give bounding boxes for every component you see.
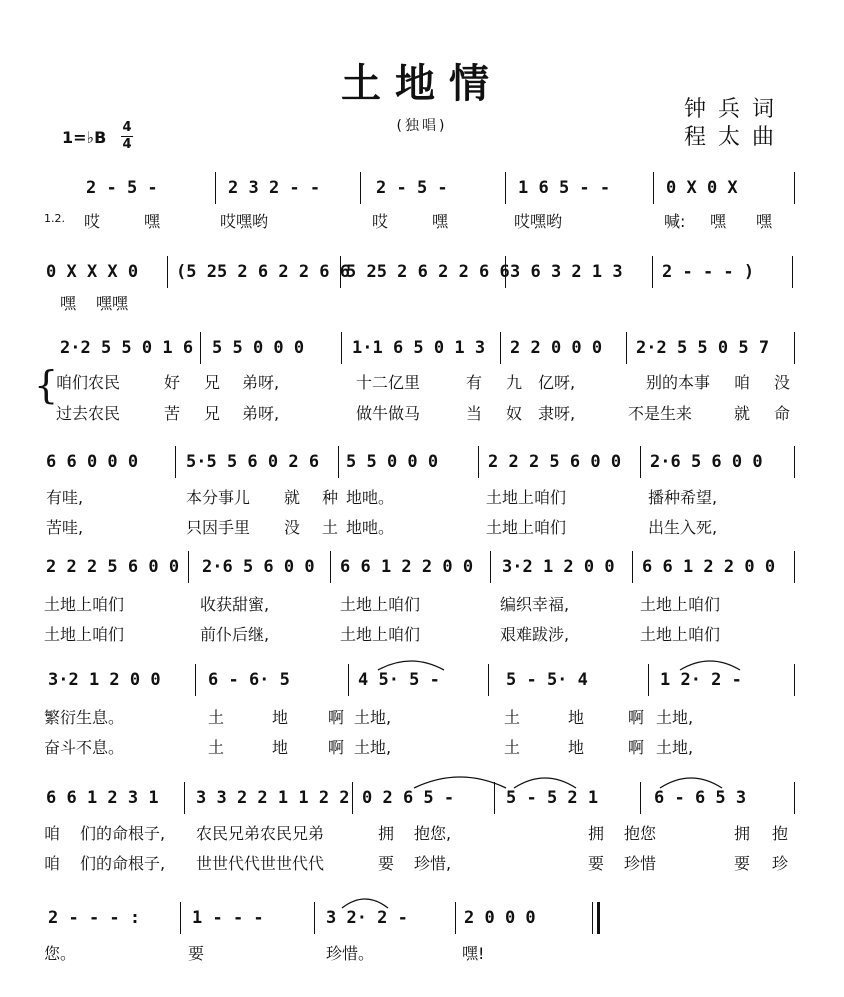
lyric-syllable: 土 — [208, 738, 225, 757]
lyric-syllable: 种 — [322, 488, 339, 507]
measure: 0 2 6 5 - — [362, 788, 455, 808]
lyric-syllable: 嘿 — [756, 212, 773, 231]
measure: 1 - - - — [192, 908, 264, 928]
lyric-syllable: 土地上咱们 — [340, 625, 421, 644]
lyric-syllable: 过去农民 — [56, 404, 121, 423]
lyric-syllable: 十二亿里 — [356, 373, 421, 392]
lyric-syllable: 们的命根子, — [80, 824, 166, 843]
measure: 2·2 5 5 0 5 7 — [636, 338, 770, 358]
lyric-syllable: 不是生来 — [628, 404, 693, 423]
barline — [653, 172, 654, 204]
measure: (5 25 2 6 2 2 6 6 — [176, 262, 350, 282]
lyric-syllable: 本分事儿 — [186, 488, 251, 507]
time-signature — [121, 121, 133, 152]
lyric-syllable: 咱们农民 — [56, 373, 121, 392]
barline — [330, 551, 331, 583]
lyric-line — [44, 851, 804, 873]
barline — [794, 446, 795, 478]
verse-number: 1.2. — [44, 212, 65, 225]
lyric-syllable: 土地上咱们 — [44, 625, 125, 644]
lyric-syllable: 土地上咱们 — [486, 488, 567, 507]
measure: 5 - 5 2 1 — [506, 788, 599, 808]
lyric-syllable: 土地上咱们 — [44, 595, 125, 614]
barline — [455, 902, 456, 934]
measure: 6 - 6 5 3 — [654, 788, 747, 808]
lyric-syllable: 土 — [504, 708, 521, 727]
measure: 2 2 0 0 0 — [510, 338, 603, 358]
barline — [215, 172, 216, 204]
barline — [360, 172, 361, 204]
repeat-barline — [180, 902, 181, 934]
barline — [794, 782, 795, 814]
lyric-syllable: 珍惜, — [414, 854, 452, 873]
barline — [195, 664, 196, 696]
page-title: 土地情 — [341, 60, 503, 107]
lyric-syllable: 兄 — [204, 373, 221, 392]
time-signature-top: 4 — [122, 120, 132, 135]
lyric-line — [44, 291, 804, 313]
measure: 2 - 5 - — [376, 178, 448, 198]
measure: 5·5 5 6 0 2 6 — [186, 452, 320, 472]
lyric-syllable: 奋斗不息。 — [44, 738, 125, 757]
lyric-syllable: 播种希望, — [648, 488, 718, 507]
lyric-syllable: 没 — [774, 373, 791, 392]
lyric-syllable: 土地上咱们 — [640, 595, 721, 614]
lyric-syllable: 土地, — [354, 738, 392, 757]
lyric-syllable: 要 — [588, 854, 605, 873]
notation-row — [40, 178, 800, 204]
lyric-syllable: 拥 — [588, 824, 605, 843]
measure: 6 6 0 0 0 — [46, 452, 139, 472]
measure: 2 - - - : — [48, 908, 141, 928]
measure: 1 6 5 - - — [518, 178, 611, 198]
lyric-syllable: 嘿 — [432, 212, 449, 231]
lyric-syllable: 珍惜 — [624, 854, 657, 873]
barline — [200, 332, 201, 364]
notation-row — [40, 908, 800, 934]
lyric-syllable: 抱您 — [624, 824, 657, 843]
lyric-line — [44, 401, 804, 423]
notation-row — [40, 262, 800, 288]
measure: 5 - 5· 4 — [506, 670, 588, 690]
lyric-syllable: 地 — [272, 708, 289, 727]
measure: 3 6 3 2 1 3 — [510, 262, 623, 282]
lyric-syllable: 喊: — [664, 212, 686, 231]
lyric-syllable: 艰难跋涉, — [500, 625, 570, 644]
barline — [794, 172, 795, 204]
barline — [314, 902, 315, 934]
lyric-syllable: 苦 — [164, 404, 181, 423]
lyric-syllable: 要 — [188, 944, 205, 963]
lyric-syllable: 只因手里 — [186, 518, 251, 537]
lyric-syllable: 做牛做马 — [356, 404, 421, 423]
barline — [175, 446, 176, 478]
lyric-syllable: 嘿 — [144, 212, 161, 231]
lyric-syllable: 奴 — [506, 404, 523, 423]
lyric-syllable: 要 — [378, 854, 395, 873]
barline — [167, 256, 168, 288]
barline — [640, 782, 641, 814]
composer-credit: 程太曲 — [684, 125, 787, 150]
measure: 2 0 0 0 — [464, 908, 536, 928]
lyric-syllable: 地吔。 — [346, 518, 395, 537]
lyric-syllable: 咱 — [44, 854, 61, 873]
lyric-syllable: 土 — [322, 518, 339, 537]
barline — [184, 782, 185, 814]
slur — [340, 894, 390, 910]
measure: 1·1 6 5 0 1 3 — [352, 338, 486, 358]
lyric-syllable: 哎 — [84, 212, 101, 231]
lyric-syllable: 珍 — [772, 854, 789, 873]
lyric-syllable: 哎嘿哟 — [514, 212, 563, 231]
measure: 2·2 5 5 0 1 6 — [60, 338, 194, 358]
slur — [412, 774, 508, 790]
notation-row — [40, 670, 800, 696]
measure: 2 - - - ) — [662, 262, 755, 282]
lyric-syllable: 世世代代世世代代 — [196, 854, 325, 873]
barline — [592, 902, 593, 934]
measure: 3 3 2 2 1 1 2 2 — [196, 788, 350, 808]
lyric-syllable: 土 — [208, 708, 225, 727]
lyric-syllable: 地 — [272, 738, 289, 757]
lyric-line — [44, 622, 804, 644]
barline — [488, 664, 489, 696]
barline — [500, 332, 501, 364]
lyric-syllable: 哎 — [372, 212, 389, 231]
lyric-syllable: 农民兄弟农民兄弟 — [196, 824, 325, 843]
barline — [794, 551, 795, 583]
lyric-syllable: 啊 — [328, 708, 345, 727]
barline — [794, 664, 795, 696]
measure: 0 X 0 X — [666, 178, 738, 198]
measure: 3·2 1 2 0 0 — [48, 670, 161, 690]
barline — [340, 256, 341, 288]
lyric-syllable: 弟呀, — [242, 373, 280, 392]
lyric-syllable: 土地上咱们 — [486, 518, 567, 537]
barline — [632, 551, 633, 583]
barline — [652, 256, 653, 288]
lyric-syllable: 好 — [164, 373, 181, 392]
lyric-line — [44, 941, 804, 963]
notation-row — [40, 338, 800, 364]
measure: 6 - 6· 5 — [208, 670, 290, 690]
lyric-syllable: 拥 — [734, 824, 751, 843]
lyric-syllable: 要 — [734, 854, 751, 873]
lyric-syllable: 抱 — [772, 824, 789, 843]
verse-brace: { — [34, 363, 59, 407]
lyric-syllable: 嘿 — [60, 294, 77, 313]
lyric-syllable: 珍惜。 — [326, 944, 375, 963]
lyric-syllable: 亿呀, — [538, 373, 576, 392]
lyric-syllable: 苦哇, — [46, 518, 84, 537]
measure: 2 - 5 - — [86, 178, 158, 198]
measure: 2 3 2 - - — [228, 178, 321, 198]
lyric-syllable: 哎嘿哟 — [220, 212, 269, 231]
slur — [678, 658, 742, 672]
barline — [352, 782, 353, 814]
lyric-syllable: 就 — [734, 404, 751, 423]
lyric-syllable: 别的本事 — [646, 373, 711, 392]
barline — [341, 332, 342, 364]
slur — [512, 774, 578, 790]
lyric-syllable: 拥 — [378, 824, 395, 843]
lyric-syllable: 没 — [284, 518, 301, 537]
lyric-line — [44, 209, 804, 231]
notation-row — [40, 452, 800, 478]
lyric-syllable: 就 — [284, 488, 301, 507]
lyric-syllable: 当 — [466, 404, 483, 423]
measure: 0 X X X 0 — [46, 262, 139, 282]
lyric-syllable: 土地上咱们 — [640, 625, 721, 644]
lyric-line — [44, 821, 804, 843]
measure: 3·2 1 2 0 0 — [502, 557, 615, 577]
measure: 2·6 5 6 0 0 — [202, 557, 315, 577]
lyric-line — [44, 515, 804, 537]
lyric-syllable: 您。 — [44, 944, 77, 963]
lyric-line — [44, 370, 804, 392]
measure: 2·6 5 6 0 0 — [650, 452, 763, 472]
slur — [658, 774, 724, 790]
lyric-syllable: 出生入死, — [648, 518, 718, 537]
lyric-syllable: 隶呀, — [538, 404, 576, 423]
lyric-syllable: 啊 — [628, 708, 645, 727]
barline — [626, 332, 627, 364]
lyric-syllable: 有哇, — [46, 488, 84, 507]
barline — [792, 256, 793, 288]
barline — [490, 551, 491, 583]
lyric-syllable: 嘿嘿 — [96, 294, 129, 313]
lyric-line — [44, 592, 804, 614]
lyric-line — [44, 485, 804, 507]
lyric-syllable: 繁衍生息。 — [44, 708, 125, 727]
lyric-syllable: 啊 — [628, 738, 645, 757]
measure: 3 2· 2 - — [326, 908, 408, 928]
lyric-syllable: 抱您, — [414, 824, 452, 843]
measure: 2 2 2 5 6 0 0 — [46, 557, 180, 577]
measure: 6 6 1 2 3 1 — [46, 788, 159, 808]
slur — [376, 658, 446, 672]
lyric-syllable: 咱 — [44, 824, 61, 843]
lyric-syllable: 咱 — [734, 373, 751, 392]
lyric-syllable: 兄 — [204, 404, 221, 423]
lyric-syllable: 土地, — [656, 708, 694, 727]
measure: 5 25 2 6 2 2 6 6 — [346, 262, 510, 282]
lyric-syllable: 前仆后继, — [200, 625, 270, 644]
measure: 6 6 1 2 2 0 0 — [642, 557, 776, 577]
lyric-syllable: 地 — [568, 708, 585, 727]
lyric-line — [44, 705, 804, 727]
barline — [505, 172, 506, 204]
lyricist-credit: 钟兵词 — [684, 97, 787, 122]
barline — [794, 332, 795, 364]
barline — [338, 446, 339, 478]
lyric-syllable: 有 — [466, 373, 483, 392]
measure: 2 2 2 5 6 0 0 — [488, 452, 622, 472]
notation-row — [40, 788, 800, 814]
time-signature-bottom: 4 — [122, 137, 132, 152]
lyric-syllable: 编织幸福, — [500, 595, 570, 614]
barline — [478, 446, 479, 478]
subtitle: (独唱) — [396, 118, 448, 134]
lyric-syllable: 土地, — [354, 708, 392, 727]
key-signature: 1=♭B — [62, 128, 107, 147]
lyric-syllable: 土地, — [656, 738, 694, 757]
lyric-syllable: 土 — [504, 738, 521, 757]
barline — [640, 446, 641, 478]
lyric-syllable: 们的命根子, — [80, 854, 166, 873]
lyric-syllable: 嘿! — [462, 944, 485, 963]
lyric-syllable: 地 — [568, 738, 585, 757]
measure: 5 5 0 0 0 — [212, 338, 305, 358]
barline — [348, 664, 349, 696]
measure: 4 5· 5 - — [358, 670, 440, 690]
measure: 1 2· 2 - — [660, 670, 742, 690]
barline — [505, 256, 506, 288]
lyric-syllable: 土地上咱们 — [340, 595, 421, 614]
lyric-line — [44, 735, 804, 757]
barline — [188, 551, 189, 583]
measure: 5 5 0 0 0 — [346, 452, 439, 472]
final-barline — [597, 902, 600, 934]
lyric-syllable: 收获甜蜜, — [200, 595, 270, 614]
barline — [648, 664, 649, 696]
lyric-syllable: 九 — [506, 373, 523, 392]
notation-row — [40, 557, 800, 583]
lyric-syllable: 啊 — [328, 738, 345, 757]
lyric-syllable: 命 — [774, 404, 791, 423]
lyric-syllable: 嘿 — [710, 212, 727, 231]
lyric-syllable: 地吔。 — [346, 488, 395, 507]
lyric-syllable: 弟呀, — [242, 404, 280, 423]
measure: 6 6 1 2 2 0 0 — [340, 557, 474, 577]
